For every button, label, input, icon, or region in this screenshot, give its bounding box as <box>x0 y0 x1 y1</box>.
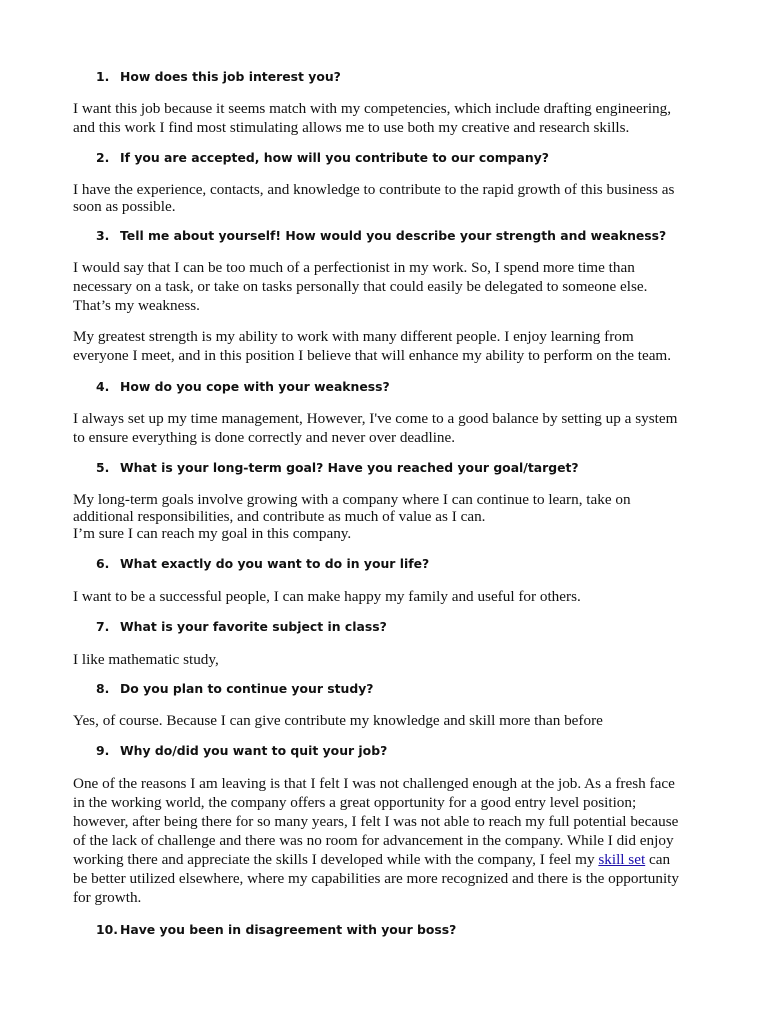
answer-line: I’m sure I can reach my goal in this company. <box>73 525 352 542</box>
answer-3-paragraph-2 <box>73 327 671 365</box>
question-7 <box>96 619 387 635</box>
question-number: 5. <box>96 460 110 475</box>
answer-8 <box>73 711 603 730</box>
question-4 <box>96 379 390 395</box>
answer-text: working there and appreciate the skills I developed while with the company, I feel my <box>73 851 599 868</box>
answer-line: necessary on a task, or take on tasks personally that could easily be delegated to someone else. <box>73 278 648 295</box>
question-10 <box>96 922 456 938</box>
answer-text: can <box>645 851 671 868</box>
answer-line: I want this job because it seems match with my competencies, which include drafting engineering, <box>73 100 672 117</box>
question-5 <box>96 460 579 476</box>
question-text: If you are accepted, how will you contribute to our company? <box>120 150 549 165</box>
question-number: 10. <box>96 922 118 937</box>
skill-set-link[interactable]: skill set <box>598 851 646 868</box>
question-text: What is your long-term goal? Have you reached your goal/target? <box>120 460 579 475</box>
question-number: 6. <box>96 556 110 571</box>
answer-line: One of the reasons I am leaving is that I felt I was not challenged enough at the job. As a fresh face <box>73 775 675 792</box>
question-text: Tell me about yourself! How would you describe your strength and weakness? <box>120 228 667 243</box>
question-2 <box>96 150 549 166</box>
answer-line: I want to be a successful people, I can make happy my family and useful for others. <box>73 588 581 605</box>
question-6 <box>96 556 429 572</box>
answer-line: be better utilized elsewhere, where my capabilities are more recognized and there is the opportunity <box>73 870 679 887</box>
question-number: 7. <box>96 619 110 634</box>
answer-line: I would say that I can be too much of a perfectionist in my work. So, I spend more time than <box>73 259 635 276</box>
answer-line: Yes, of course. Because I can give contribute my knowledge and skill more than before <box>73 712 603 729</box>
question-number: 3. <box>96 228 110 243</box>
question-text: How do you cope with your weakness? <box>120 379 390 394</box>
answer-line: My long-term goals involve growing with a company where I can continue to learn, take on <box>73 491 631 508</box>
answer-2 <box>73 181 674 215</box>
question-number: 4. <box>96 379 110 394</box>
question-text: Do you plan to continue your study? <box>120 681 374 696</box>
answer-5 <box>73 491 631 542</box>
answer-line: My greatest strength is my ability to work with many different people. I enjoy learning from <box>73 328 634 345</box>
answer-line: of the lack of challenge and there was no room for advancement in the company. While I did enjoy <box>73 832 674 849</box>
answer-line: I like mathematic study, <box>73 651 219 668</box>
answer-line: I have the experience, contacts, and knowledge to contribute to the rapid growth of this business as <box>73 181 675 198</box>
answer-4 <box>73 409 677 447</box>
question-number: 8. <box>96 681 110 696</box>
answer-line: additional responsibilities, and contribute as much of value as I can. <box>73 508 486 525</box>
question-9 <box>96 743 387 759</box>
answer-7 <box>73 650 219 669</box>
answer-6 <box>73 587 581 606</box>
question-text: Have you been in disagreement with your boss? <box>120 922 457 937</box>
question-number: 2. <box>96 150 110 165</box>
answer-line: everyone I meet, and in this position I believe that will enhance my ability to perform on the team. <box>73 347 672 364</box>
question-1 <box>96 69 341 85</box>
question-number: 1. <box>96 69 110 84</box>
question-text: Why do/did you want to quit your job? <box>120 743 388 758</box>
question-text: What exactly do you want to do in your life? <box>120 556 430 571</box>
answer-line: in the working world, the company offers a great opportunity for a good entry level position; <box>73 794 637 811</box>
answer-line: and this work I find most stimulating allows me to use both my creative and research skills. <box>73 119 630 136</box>
question-8 <box>96 681 374 697</box>
answer-9 <box>73 774 679 907</box>
answer-1 <box>73 99 671 137</box>
answer-line: for growth. <box>73 889 142 906</box>
question-3 <box>96 228 666 244</box>
answer-line: however, after being there for so many years, I felt I was not able to reach my full potential because <box>73 813 679 830</box>
answer-3-paragraph-1 <box>73 258 647 315</box>
answer-line-with-link <box>73 850 679 869</box>
answer-line: soon as possible. <box>73 198 176 215</box>
answer-line: I always set up my time management, However, I've come to a good balance by setting up a system <box>73 410 678 427</box>
answer-line: That’s my weakness. <box>73 297 200 314</box>
question-text: How does this job interest you? <box>120 69 341 84</box>
question-number: 9. <box>96 743 110 758</box>
question-text: What is your favorite subject in class? <box>120 619 387 634</box>
answer-line: to ensure everything is done correctly and never over deadline. <box>73 429 456 446</box>
